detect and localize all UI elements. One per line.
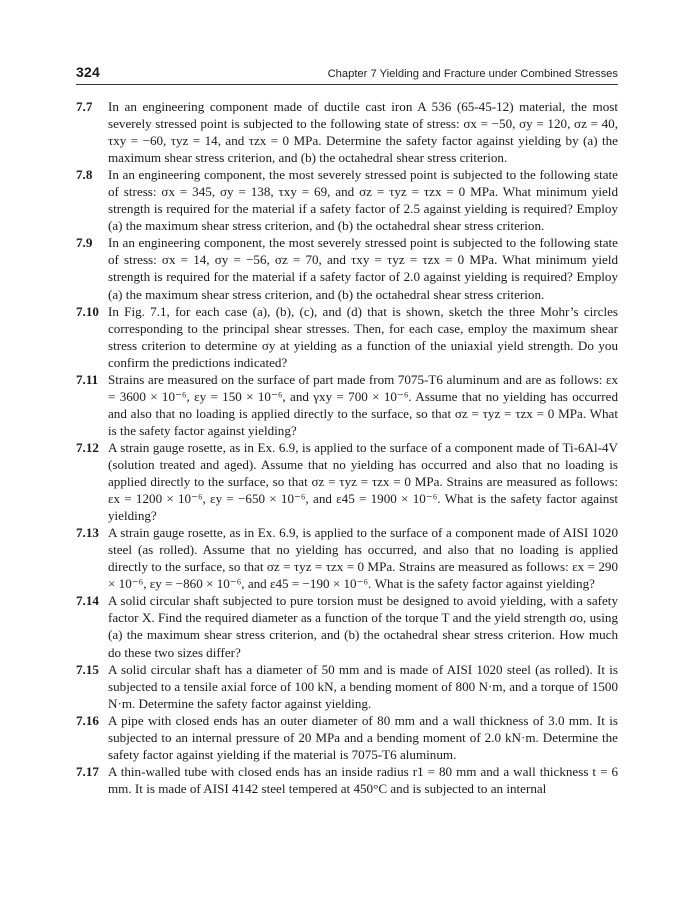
problem-text: A pipe with closed ends has an outer diameter of 80 mm and a wall thickness of 3.0 mm. It is subjected to an internal pressure of 20 MPa and a bending moment of 2.0 kN·m. Determine the safety factor against yielding if the material is 7075-T6 aluminum. bbox=[108, 712, 618, 762]
problem-item bbox=[76, 524, 618, 592]
problem-number: 7.7 bbox=[76, 99, 93, 114]
problem-item bbox=[76, 303, 618, 371]
problem-item bbox=[76, 661, 618, 712]
problem-number: 7.9 bbox=[76, 235, 93, 251]
problem-text: A thin-walled tube with closed ends has an inside radius r1 = 80 mm and a wall thickness t = 6 mm. It is made of AISI 4142 steel tempered at 450°C and is subjected to an internal bbox=[108, 763, 618, 796]
problem-list bbox=[76, 98, 618, 797]
problem-item bbox=[76, 439, 618, 524]
problem-number: 7.16 bbox=[76, 712, 99, 728]
page-number: 324 bbox=[76, 64, 100, 80]
problem-number: 7.15 bbox=[76, 661, 99, 677]
problem-number: 7.11 bbox=[76, 371, 99, 387]
header-rule bbox=[76, 84, 618, 85]
problem-text: A solid circular shaft has a diameter of 50 mm and is made of AISI 1020 steel (as rolled). It is subjected to a tensile axial force of 100 kN, a bending moment of 800 N·m, and a torque of 1500 N·m. Determine the safety factor against yielding. bbox=[108, 661, 618, 711]
problem-number: 7.8 bbox=[76, 167, 93, 183]
problem-text: A strain gauge rosette, as in Ex. 6.9, is applied to the surface of a component made of AISI 1020 steel (as rolled). Assume that no yielding has occurred, and also that no loading is applied directly to the surface, so that σz = τyz = τzx = 0 MPa. Strains are measured as follows: εx = 290 × 10⁻⁶, εy = −860 × 10⁻⁶, and ε45 = −190 × 10⁻⁶. What is the safety factor against yielding? bbox=[108, 525, 618, 592]
problem-item bbox=[76, 592, 618, 660]
problem-item bbox=[76, 371, 618, 439]
problem-text: In an engineering component made of ductile cast iron A 536 (65-45-12) material, the most severely stressed point is subjected to the following state of stress: σx = −50, σy = 120, σz = 40, τxy = −60, τyz = 14, and τzx = 0 MPa. Determine the safety factor against yielding by (a) the maximum shear stress criterion, and (b) the octahedral shear stress criterion. bbox=[108, 99, 618, 166]
problem-text: A solid circular shaft subjected to pure torsion must be designed to avoid yielding, with a safety factor X. Find the required diameter as a function of the torque T and the yield strength σo, using (a) the maximum shear stress criterion, and (b) the octahedral shear stress criterion. How much do these two sizes differ? bbox=[108, 593, 618, 660]
problem-number: 7.14 bbox=[76, 593, 99, 609]
problem-number: 7.12 bbox=[76, 439, 99, 455]
problem-text: In Fig. 7.1, for each case (a), (b), (c), and (d) that is shown, sketch the three Mohr’s circles corresponding to the principal shear stresses. Then, for each case, employ the maximum shear stress criterion to determine σy at yielding as a function of the uniaxial yield strength. Do you confirm the predictions indicated? bbox=[108, 303, 618, 370]
problem-number: 7.10 bbox=[76, 303, 99, 319]
problem-item bbox=[76, 712, 618, 763]
problem-text: In an engineering component, the most severely stressed point is subjected to the following state of stress: σx = 14, σy = −56, σz = 70, and τxy = τyz = τzx = 0 MPa. What minimum yield strength is required for the material if a safety factor of 2.0 against yielding is required? Employ (a) the maximum shear stress criterion, and (b) the octahedral shear stress criterion. bbox=[108, 235, 618, 302]
problem-text: Strains are measured on the surface of part made from 7075-T6 aluminum and are as follows: εx = 3600 × 10⁻⁶, εy = 150 × 10⁻⁶, and γxy = 700 × 10⁻⁶. Assume that no yielding has occurred and also that no loading is applied directly to the surface, so that σz = τyz = τzx = 0 MPa. What is the safety factor against yielding? bbox=[108, 371, 618, 438]
running-head: Chapter 7 Yielding and Fracture under Combined Stresses bbox=[327, 68, 618, 80]
problem-item bbox=[76, 166, 618, 234]
problem-text: In an engineering component, the most severely stressed point is subjected to the following state of stress: σx = 345, σy = 138, τxy = 69, and σz = τyz = τzx = 0 MPa. What minimum yield strength is required for the material if a safety factor of 2.5 against yielding is required? Employ (a) the maximum shear stress criterion, and (b) the octahedral shear stress criterion. bbox=[108, 167, 618, 234]
problem-number: 7.13 bbox=[76, 525, 99, 541]
page-header bbox=[76, 64, 618, 80]
problem-item bbox=[76, 234, 618, 302]
problem-text: A strain gauge rosette, as in Ex. 6.9, is applied to the surface of a component made of Ti-6Al-4V (solution treated and aged). Assume that no yielding has occurred and also that no loading is applied directly to the surface, so that σz = τyz = τzx = 0 MPa. Strains are measured as follows: εx = 1200 × 10⁻⁶, εy = −650 × 10⁻⁶, and ε45 = 1900 × 10⁻⁶. What is the safety factor against yielding? bbox=[108, 439, 618, 524]
problem-item bbox=[76, 763, 618, 797]
problem-item bbox=[76, 98, 618, 166]
problem-number: 7.17 bbox=[76, 763, 99, 779]
